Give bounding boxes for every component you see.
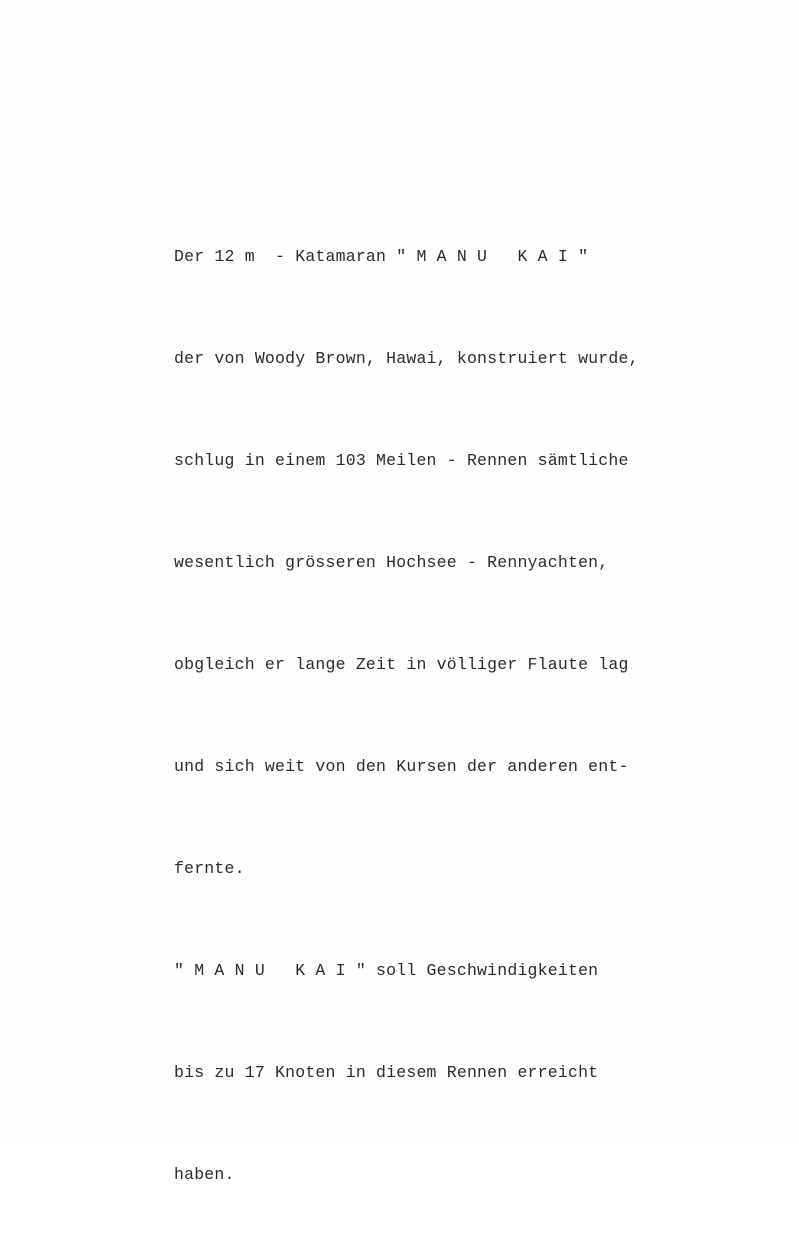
text-line: Der 12 m - Katamaran " M A N U K A I "	[174, 247, 589, 266]
text-line: " M A N U K A I " soll Geschwindigkeiten	[174, 961, 599, 980]
text-line: schlug in einem 103 Meilen - Rennen sämtliche	[174, 451, 629, 470]
text-line: der von Woody Brown, Hawai, konstruiert wurde,	[174, 349, 639, 368]
text-line: haben.	[174, 1165, 235, 1184]
typewritten-paragraph	[174, 172, 674, 1260]
text-line: obgleich er lange Zeit in völliger Flaute lag	[174, 655, 629, 674]
text-line: wesentlich grösseren Hochsee - Rennyachten,	[174, 553, 609, 572]
text-line: und sich weit von den Kursen der anderen ent-	[174, 757, 629, 776]
text-line: fernte.	[174, 859, 245, 878]
text-line: bis zu 17 Knoten in diesem Rennen erreicht	[174, 1063, 599, 1082]
